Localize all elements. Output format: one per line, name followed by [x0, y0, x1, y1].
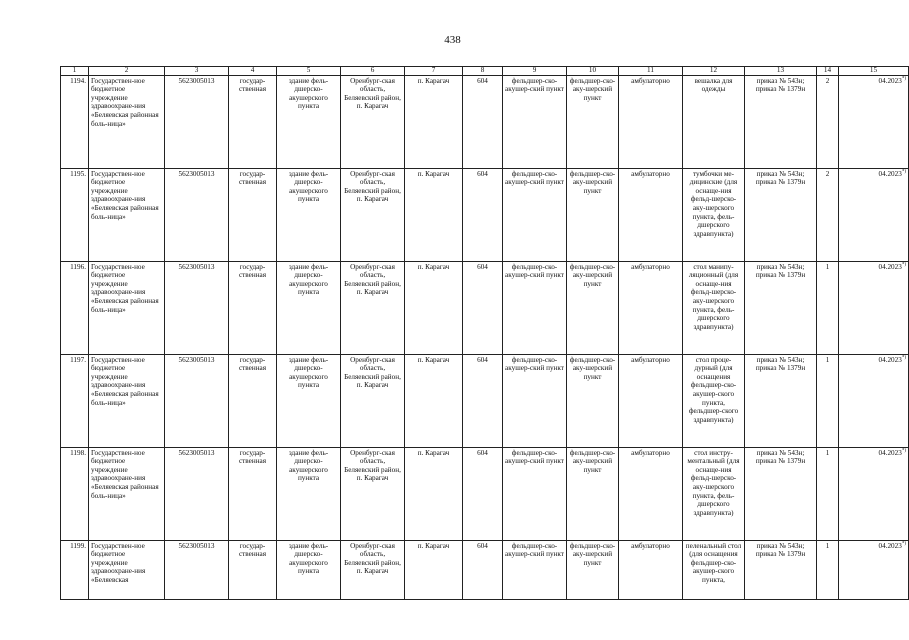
unit-cell: фельдшер-ско-аку-шерский пункт: [567, 540, 619, 599]
organization-name: Государствен-ное бюджетное учреждение здравоохране-ния «Беляевская: [89, 540, 165, 599]
ownership-cell: государ-ственная: [229, 447, 277, 540]
date-value: 04.2023: [878, 355, 902, 364]
inn-cell: 5623005013: [165, 447, 229, 540]
equipment-cell: стол манипу-ляционный (для оснаще-ния фельд-шерско-аку-шерского пункта, фель-дшерского здравпункта): [683, 261, 745, 354]
inn-cell: 5623005013: [165, 540, 229, 599]
care-type-cell: амбулаторно: [619, 540, 683, 599]
address-cell: Оренбург-ская область, Беляевский район, п. Карагач: [341, 354, 405, 447]
order-cell: приказ № 543н; приказ № 1379н: [745, 447, 817, 540]
facility-cell: фельдшер-ско-акушер-ский пункт: [503, 75, 567, 168]
date-value: 04.2023: [878, 541, 902, 550]
column-number: 4: [229, 67, 277, 76]
code-cell: 604: [463, 540, 503, 599]
locality-cell: п. Карагач: [405, 447, 463, 540]
equipment-cell: стол проце-дурный (для оснащения фельдшер-ско-акушер-ского пункта, фельдшер-ского здравпункта): [683, 354, 745, 447]
care-type-cell: амбулаторно: [619, 75, 683, 168]
building-cell: здание фель-дшерско-акушерского пункта: [277, 447, 341, 540]
quantity-cell: 1: [817, 354, 839, 447]
locality-cell: п. Карагач: [405, 261, 463, 354]
ownership-cell: государ-ственная: [229, 168, 277, 261]
unit-cell: фельдшер-ско-аку-шерский пункт: [567, 168, 619, 261]
organization-name: Государствен-ное бюджетное учреждение здравоохране-ния «Беляевская районная боль-ница»: [89, 168, 165, 261]
column-number: 12: [683, 67, 745, 76]
column-number: 10: [567, 67, 619, 76]
equipment-cell: стол инстру-ментальный (для оснаще-ния фельд-шерско-аку-шерского пункта, фель-дшерского здравпункта): [683, 447, 745, 540]
quantity-cell: 1: [817, 540, 839, 599]
date-cell: [839, 354, 909, 447]
row-number: 1197.: [61, 354, 89, 447]
code-cell: 604: [463, 261, 503, 354]
locality-cell: п. Карагач: [405, 540, 463, 599]
care-type-cell: амбулаторно: [619, 447, 683, 540]
facility-cell: фельдшер-ско-акушер-ский пункт: [503, 540, 567, 599]
code-cell: 604: [463, 75, 503, 168]
building-cell: здание фель-дшерско-акушерского пункта: [277, 168, 341, 261]
facility-cell: фельдшер-ско-акушер-ский пункт: [503, 354, 567, 447]
ownership-cell: государ-ственная: [229, 540, 277, 599]
row-number: 1196.: [61, 261, 89, 354]
table-row: [61, 447, 909, 540]
inn-cell: 5623005013: [165, 168, 229, 261]
row-number: 1199.: [61, 540, 89, 599]
footnote-mark: *): [901, 541, 906, 547]
row-number: 1194.: [61, 75, 89, 168]
column-number: 1: [61, 67, 89, 76]
column-number: 8: [463, 67, 503, 76]
column-number: 5: [277, 67, 341, 76]
column-number: 15: [839, 67, 909, 76]
footnote-mark: *): [901, 262, 906, 268]
quantity-cell: 2: [817, 75, 839, 168]
date-cell: [839, 168, 909, 261]
equipment-cell: тумбочки ме-дицинские (для оснаще-ния фельд-шерско-аку-шерского пункта, фель-дшерского здравпункта): [683, 168, 745, 261]
care-type-cell: амбулаторно: [619, 168, 683, 261]
table-row: [61, 354, 909, 447]
facility-cell: фельдшер-ско-акушер-ский пункт: [503, 447, 567, 540]
footnote-mark: *): [901, 76, 906, 82]
care-type-cell: амбулаторно: [619, 261, 683, 354]
column-number: 11: [619, 67, 683, 76]
table-row: [61, 168, 909, 261]
footnote-mark: *): [901, 169, 906, 175]
building-cell: здание фель-дшерско-акушерского пункта: [277, 354, 341, 447]
date-value: 04.2023: [878, 169, 902, 178]
address-cell: Оренбург-ская область, Беляевский район, п. Карагач: [341, 168, 405, 261]
ownership-cell: государ-ственная: [229, 354, 277, 447]
organization-name: Государствен-ное бюджетное учреждение здравоохране-ния «Беляевская районная боль-ница»: [89, 75, 165, 168]
locality-cell: п. Карагач: [405, 168, 463, 261]
inn-cell: 5623005013: [165, 354, 229, 447]
inn-cell: 5623005013: [165, 75, 229, 168]
locality-cell: п. Карагач: [405, 354, 463, 447]
address-cell: Оренбург-ская область, Беляевский район, п. Карагач: [341, 261, 405, 354]
building-cell: здание фель-дшерско-акушерского пункта: [277, 75, 341, 168]
date-cell: [839, 540, 909, 599]
unit-cell: фельдшер-ско-аку-шерский пункт: [567, 354, 619, 447]
column-number: 2: [89, 67, 165, 76]
order-cell: приказ № 543н; приказ № 1379н: [745, 540, 817, 599]
date-cell: [839, 261, 909, 354]
footnote-mark: *): [901, 355, 906, 361]
unit-cell: фельдшер-ско-аку-шерский пункт: [567, 75, 619, 168]
date-cell: [839, 75, 909, 168]
row-number: 1198.: [61, 447, 89, 540]
code-cell: 604: [463, 447, 503, 540]
organization-name: Государствен-ное бюджетное учреждение здравоохране-ния «Беляевская районная боль-ница»: [89, 354, 165, 447]
locality-cell: п. Карагач: [405, 75, 463, 168]
facility-cell: фельдшер-ско-акушер-ский пункт: [503, 261, 567, 354]
order-cell: приказ № 543н; приказ № 1379н: [745, 261, 817, 354]
organization-name: Государствен-ное бюджетное учреждение здравоохране-ния «Беляевская районная боль-ница»: [89, 447, 165, 540]
date-value: 04.2023: [878, 76, 902, 85]
order-cell: приказ № 543н; приказ № 1379н: [745, 168, 817, 261]
table-row: [61, 540, 909, 599]
registry-table: [60, 66, 909, 600]
address-cell: Оренбург-ская область, Беляевский район, п. Карагач: [341, 540, 405, 599]
equipment-cell: вешалка для одежды: [683, 75, 745, 168]
ownership-cell: государ-ственная: [229, 75, 277, 168]
order-cell: приказ № 543н; приказ № 1379н: [745, 75, 817, 168]
code-cell: 604: [463, 354, 503, 447]
organization-name: Государствен-ное бюджетное учреждение здравоохране-ния «Беляевская районная боль-ница»: [89, 261, 165, 354]
inn-cell: 5623005013: [165, 261, 229, 354]
equipment-cell: пеленальный стол (для оснащения фельдшер-ско-акушер-ского пункта,: [683, 540, 745, 599]
column-number: 6: [341, 67, 405, 76]
building-cell: здание фель-дшерско-акушерского пункта: [277, 261, 341, 354]
building-cell: здание фель-дшерско-акушерского пункта: [277, 540, 341, 599]
facility-cell: фельдшер-ско-акушер-ский пункт: [503, 168, 567, 261]
date-value: 04.2023: [878, 262, 902, 271]
column-number: 14: [817, 67, 839, 76]
address-cell: Оренбург-ская область, Беляевский район, п. Карагач: [341, 75, 405, 168]
page-number: 438: [444, 34, 461, 46]
ownership-cell: государ-ственная: [229, 261, 277, 354]
quantity-cell: 2: [817, 168, 839, 261]
column-number: 7: [405, 67, 463, 76]
address-cell: Оренбург-ская область, Беляевский район, п. Карагач: [341, 447, 405, 540]
column-number: 9: [503, 67, 567, 76]
date-value: 04.2023: [878, 448, 902, 457]
code-cell: 604: [463, 168, 503, 261]
quantity-cell: 1: [817, 447, 839, 540]
date-cell: [839, 447, 909, 540]
header-row: [61, 67, 909, 76]
column-number: 3: [165, 67, 229, 76]
column-number: 13: [745, 67, 817, 76]
quantity-cell: 1: [817, 261, 839, 354]
table-row: [61, 75, 909, 168]
row-number: 1195.: [61, 168, 89, 261]
unit-cell: фельдшер-ско-аку-шерский пункт: [567, 261, 619, 354]
care-type-cell: амбулаторно: [619, 354, 683, 447]
unit-cell: фельдшер-ско-аку-шерский пункт: [567, 447, 619, 540]
table-row: [61, 261, 909, 354]
footnote-mark: *): [901, 448, 906, 454]
order-cell: приказ № 543н; приказ № 1379н: [745, 354, 817, 447]
